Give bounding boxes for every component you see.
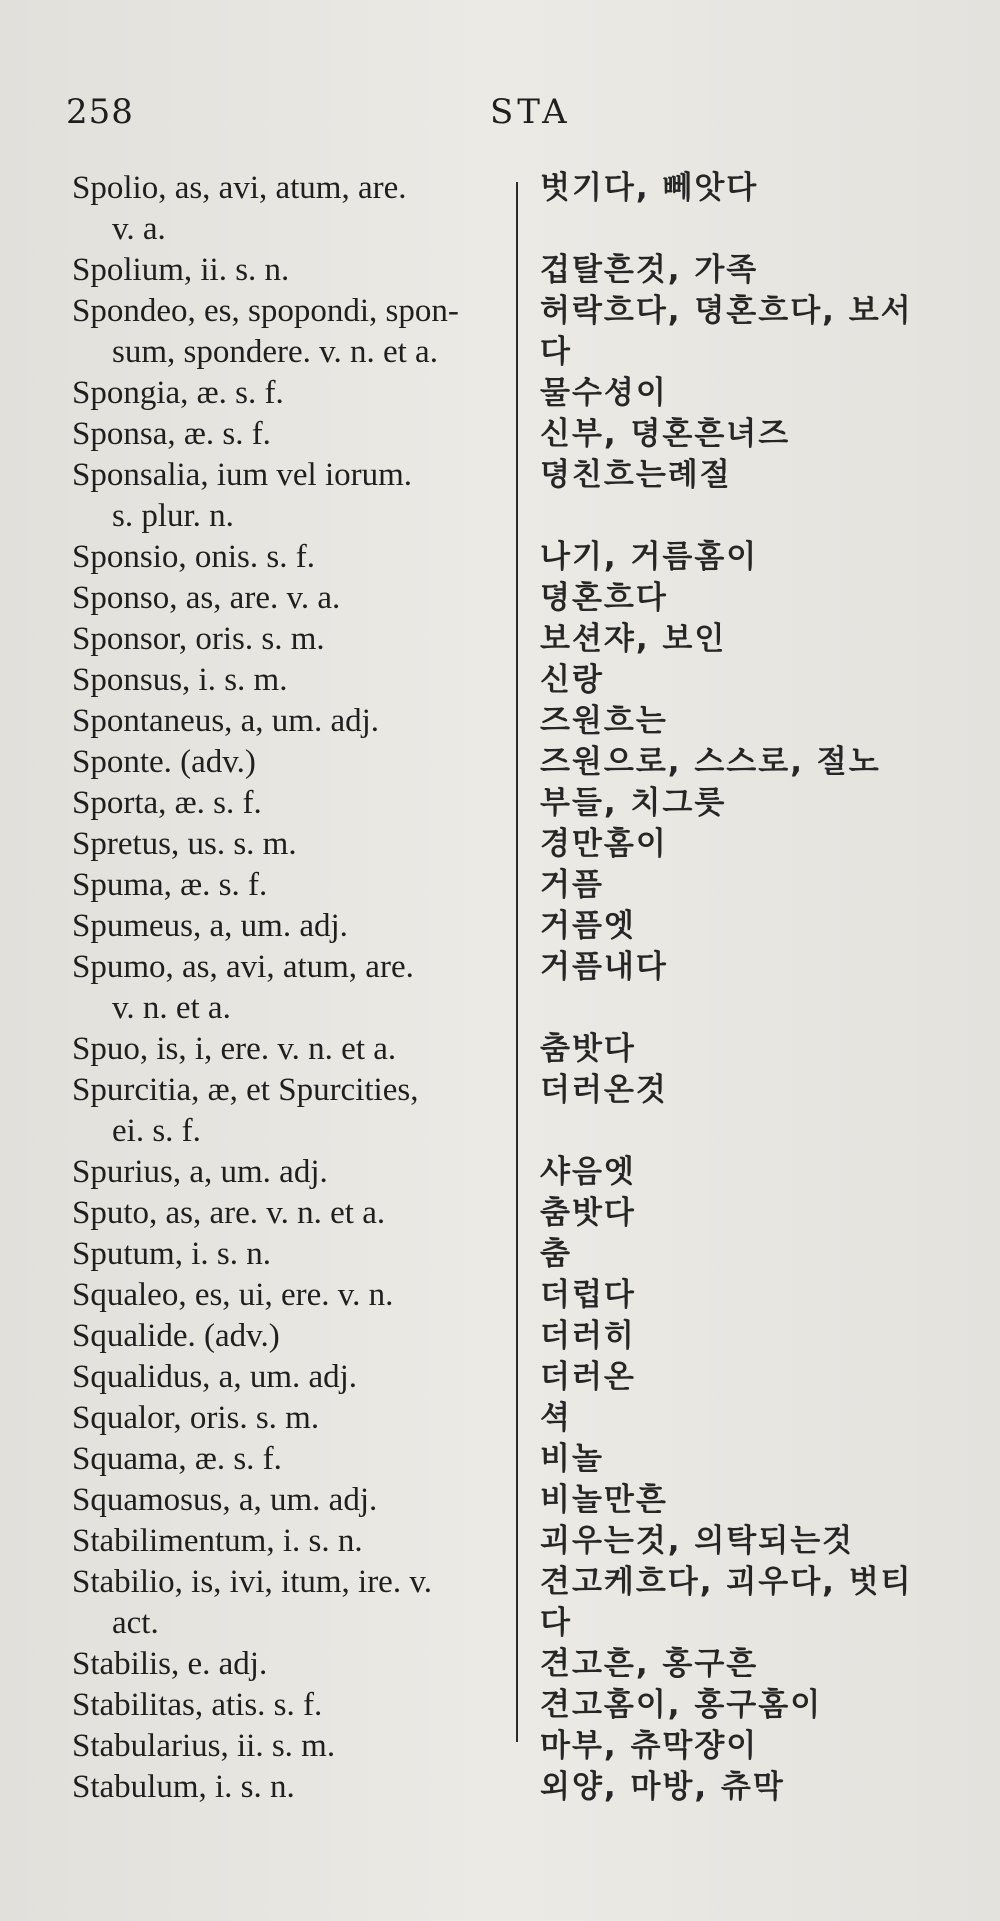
latin-line: Squama, æ. s. f. — [72, 1441, 282, 1477]
latin-line: Squalor, oris. s. m. — [72, 1400, 320, 1436]
korean-definition — [540, 1562, 990, 1644]
latin-line: Spuo, is, i, ere. v. n. et a. — [72, 1031, 397, 1067]
latin-line: Stabularius, ii. s. m. — [72, 1728, 336, 1764]
korean-definition — [540, 291, 990, 373]
korean-definition — [540, 1439, 990, 1480]
latin-continuation: ei. s. f. — [112, 1113, 201, 1149]
korean-definition — [540, 1152, 990, 1193]
latin-line: Sponsus, i. s. m. — [72, 662, 288, 698]
latin-headword — [72, 701, 512, 742]
latin-headword — [72, 373, 512, 414]
latin-line: Squaleo, es, ui, ere. v. n. — [72, 1277, 394, 1313]
dictionary-entry — [0, 455, 1000, 537]
korean-line: 견고흔, 홍구흔 — [540, 1646, 759, 1682]
dictionary-entry — [0, 701, 1000, 742]
dictionary-entry — [0, 1685, 1000, 1726]
korean-line: 더러온 — [540, 1359, 636, 1395]
dictionary-entry — [0, 1726, 1000, 1767]
latin-continuation: v. a. — [112, 211, 166, 247]
latin-headword — [72, 1029, 512, 1070]
latin-headword — [72, 455, 512, 537]
latin-headword — [72, 537, 512, 578]
korean-line: 춤 — [540, 1236, 572, 1272]
korean-definition — [540, 1234, 990, 1275]
dictionary-entry — [0, 1357, 1000, 1398]
korean-definition — [540, 1521, 990, 1562]
latin-line: Spongia, æ. s. f. — [72, 375, 284, 411]
latin-line: Stabilitas, atis. s. f. — [72, 1687, 323, 1723]
dictionary-entry — [0, 1562, 1000, 1644]
korean-definition — [540, 742, 990, 783]
korean-line: 허락흐다, 뎡혼흐다, 보서 — [540, 293, 913, 329]
latin-line: Spumo, as, avi, atum, are. — [72, 949, 414, 985]
dictionary-entry — [0, 1521, 1000, 1562]
latin-line: Squamosus, a, um. adj. — [72, 1482, 378, 1518]
korean-line: 물수셩이 — [540, 375, 668, 411]
latin-line: Sporta, æ. s. f. — [72, 785, 262, 821]
korean-continuation: 다 — [540, 1605, 572, 1641]
latin-headword — [72, 1521, 512, 1562]
korean-definition — [540, 619, 990, 660]
korean-definition — [540, 947, 990, 988]
latin-line: Spurius, a, um. adj. — [72, 1154, 328, 1190]
dictionary-entry — [0, 373, 1000, 414]
latin-line: Spondeo, es, spopondi, spon- — [72, 293, 459, 329]
latin-continuation: v. n. et a. — [112, 990, 231, 1026]
latin-headword — [72, 1316, 512, 1357]
latin-headword — [72, 1357, 512, 1398]
dictionary-entry — [0, 619, 1000, 660]
running-head: STA — [490, 92, 571, 132]
korean-line: 비놀 — [540, 1441, 604, 1477]
latin-line: Spretus, us. s. m. — [72, 826, 297, 862]
korean-definition — [540, 250, 990, 291]
latin-headword — [72, 1070, 512, 1152]
korean-definition — [540, 1644, 990, 1685]
latin-headword — [72, 578, 512, 619]
latin-line: Spontaneus, a, um. adj. — [72, 703, 380, 739]
latin-headword — [72, 947, 512, 1029]
dictionary-entry — [0, 1398, 1000, 1439]
dictionary-entry — [0, 1275, 1000, 1316]
dictionary-entry — [0, 660, 1000, 701]
korean-definition — [540, 1480, 990, 1521]
latin-headword — [72, 291, 512, 373]
latin-headword — [72, 1193, 512, 1234]
dictionary-entry — [0, 1152, 1000, 1193]
dictionary-entry — [0, 1480, 1000, 1521]
latin-line: Sputum, i. s. n. — [72, 1236, 271, 1272]
korean-definition — [540, 1029, 990, 1070]
korean-definition — [540, 1316, 990, 1357]
latin-headword — [72, 865, 512, 906]
latin-continuation: act. — [112, 1605, 159, 1641]
latin-line: Sponsalia, ium vel iorum. — [72, 457, 413, 493]
page-header — [0, 92, 1000, 142]
latin-continuation: s. plur. n. — [112, 498, 234, 534]
korean-definition — [540, 168, 990, 209]
latin-line: Stabilimentum, i. s. n. — [72, 1523, 363, 1559]
korean-line: 즈원흐는 — [540, 703, 668, 739]
korean-definition — [540, 906, 990, 947]
korean-line: 나기, 거름홈이 — [540, 539, 759, 575]
korean-line: 신부, 뎡혼흔녀즈 — [540, 416, 791, 452]
latin-headword — [72, 783, 512, 824]
korean-definition — [540, 660, 990, 701]
dictionary-entry — [0, 1767, 1000, 1808]
latin-line: Sponsio, onis. s. f. — [72, 539, 315, 575]
korean-line: 춤밧다 — [540, 1031, 636, 1067]
latin-line: Squalide. (adv.) — [72, 1318, 280, 1354]
latin-headword — [72, 1234, 512, 1275]
korean-line: 셕 — [540, 1400, 572, 1436]
korean-line: 경만홈이 — [540, 826, 668, 862]
latin-headword — [72, 742, 512, 783]
korean-line: 벗기다, 뻬앗다 — [540, 170, 759, 206]
korean-definition — [540, 701, 990, 742]
latin-headword — [72, 1398, 512, 1439]
dictionary-entry — [0, 537, 1000, 578]
latin-continuation: sum, spondere. v. n. et a. — [112, 334, 438, 370]
latin-line: Sputo, as, are. v. n. et a. — [72, 1195, 386, 1231]
latin-headword — [72, 619, 512, 660]
latin-headword — [72, 1726, 512, 1767]
latin-headword — [72, 414, 512, 455]
dictionary-entry — [0, 1029, 1000, 1070]
latin-headword — [72, 168, 512, 250]
dictionary-entry — [0, 414, 1000, 455]
latin-headword — [72, 1152, 512, 1193]
latin-line: Sponsa, æ. s. f. — [72, 416, 271, 452]
latin-headword — [72, 1767, 512, 1808]
latin-line: Spolium, ii. s. n. — [72, 252, 290, 288]
latin-headword — [72, 1685, 512, 1726]
dictionary-entry — [0, 291, 1000, 373]
dictionary-entry — [0, 824, 1000, 865]
korean-line: 겁탈흔것, 가족 — [540, 252, 759, 288]
dictionary-entry — [0, 1316, 1000, 1357]
latin-line: Squalidus, a, um. adj. — [72, 1359, 358, 1395]
korean-line: 견고케흐다, 괴우다, 벗티 — [540, 1564, 913, 1600]
latin-headword — [72, 1480, 512, 1521]
korean-line: 보션쟈, 보인 — [540, 621, 727, 657]
latin-line: Stabulum, i. s. n. — [72, 1769, 295, 1805]
korean-definition — [540, 1070, 990, 1111]
korean-definition — [540, 373, 990, 414]
korean-line: 거픔내다 — [540, 949, 668, 985]
korean-line: 더러온것 — [540, 1072, 668, 1108]
korean-definition — [540, 1357, 990, 1398]
dictionary-entry — [0, 742, 1000, 783]
latin-line: Sponso, as, are. v. a. — [72, 580, 341, 616]
dictionary-entry — [0, 1070, 1000, 1152]
dictionary-entry — [0, 947, 1000, 1029]
korean-line: 비놀만흔 — [540, 1482, 668, 1518]
korean-definition — [540, 824, 990, 865]
korean-line: 견고홈이, 홍구홈이 — [540, 1687, 823, 1723]
korean-line: 더럽다 — [540, 1277, 636, 1313]
latin-line: Stabilio, is, ivi, itum, ire. v. — [72, 1564, 432, 1600]
korean-definition — [540, 537, 990, 578]
latin-line: Spumeus, a, um. adj. — [72, 908, 348, 944]
latin-line: Stabilis, e. adj. — [72, 1646, 268, 1682]
dictionary-entry — [0, 1439, 1000, 1480]
latin-line: Sponsor, oris. s. m. — [72, 621, 325, 657]
dictionary-entry — [0, 250, 1000, 291]
korean-definition — [540, 414, 990, 455]
korean-definition — [540, 1767, 990, 1808]
korean-line: 뎡혼흐다 — [540, 580, 668, 616]
korean-line: 마부, 츄막쟝이 — [540, 1728, 759, 1764]
dictionary-entry — [0, 906, 1000, 947]
korean-line: 뎡친흐는례절 — [540, 457, 732, 493]
korean-line: 샤음엣 — [540, 1154, 636, 1190]
latin-headword — [72, 1562, 512, 1644]
korean-continuation: 다 — [540, 334, 572, 370]
dictionary-entry — [0, 865, 1000, 906]
korean-definition — [540, 578, 990, 619]
korean-definition — [540, 865, 990, 906]
dictionary-entry — [0, 1193, 1000, 1234]
korean-definition — [540, 1726, 990, 1767]
korean-line: 괴우는것, 의탁되는것 — [540, 1523, 855, 1559]
korean-definition — [540, 1685, 990, 1726]
latin-headword — [72, 250, 512, 291]
dictionary-entry — [0, 168, 1000, 250]
dictionary-entry — [0, 1644, 1000, 1685]
latin-line: Spolio, as, avi, atum, are. — [72, 170, 407, 206]
latin-headword — [72, 1439, 512, 1480]
dictionary-entry — [0, 578, 1000, 619]
latin-headword — [72, 824, 512, 865]
korean-line: 즈원으로, 스스로, 절노 — [540, 744, 881, 780]
latin-headword — [72, 1644, 512, 1685]
korean-definition — [540, 1193, 990, 1234]
korean-line: 거픔 — [540, 867, 604, 903]
latin-headword — [72, 906, 512, 947]
korean-line: 부들, 치그릇 — [540, 785, 727, 821]
latin-headword — [72, 660, 512, 701]
korean-line: 춤밧다 — [540, 1195, 636, 1231]
korean-line: 외양, 마방, 츄막 — [540, 1769, 785, 1805]
korean-definition — [540, 1398, 990, 1439]
dictionary-entry — [0, 1234, 1000, 1275]
latin-headword — [72, 1275, 512, 1316]
dictionary-entry — [0, 783, 1000, 824]
korean-definition — [540, 1275, 990, 1316]
korean-line: 거픔엣 — [540, 908, 636, 944]
korean-line: 더러히 — [540, 1318, 636, 1354]
latin-line: Spuma, æ. s. f. — [72, 867, 268, 903]
korean-line: 신랑 — [540, 662, 604, 698]
latin-line: Sponte. (adv.) — [72, 744, 256, 780]
korean-definition — [540, 455, 990, 496]
korean-definition — [540, 783, 990, 824]
latin-line: Spurcitia, æ, et Spurcities, — [72, 1072, 419, 1108]
page-number: 258 — [66, 92, 134, 132]
